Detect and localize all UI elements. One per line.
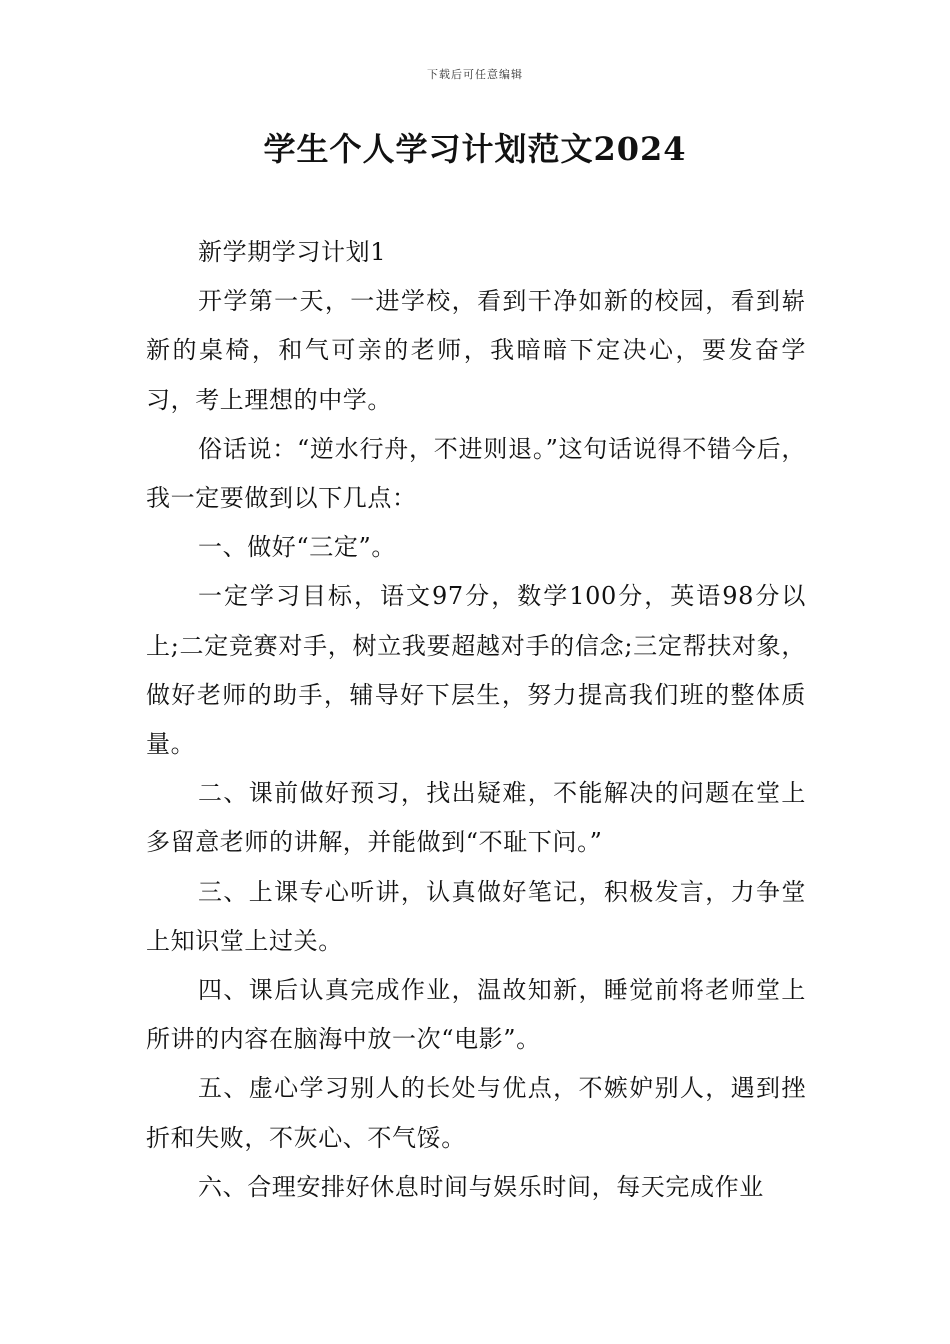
paragraph: 开学第一天，一进学校，看到干净如新的校园，看到崭新的桌椅，和气可亲的老师，我暗暗下定决心，要发奋学习，考上理想的中学。 [146, 287, 806, 414]
paragraph: 五、虚心学习别人的长处与优点，不嫉妒别人，遇到挫折和失败，不灰心、不气馁。 [146, 1074, 806, 1152]
document-body [146, 228, 806, 1212]
paragraph: 三、上课专心听讲，认真做好笔记，积极发言，力争堂上知识堂上过关。 [146, 877, 806, 955]
paragraph: 四、课后认真完成作业，温故知新，睡觉前将老师堂上所讲的内容在脑海中放一次“电影”。 [146, 976, 806, 1054]
paragraph: 二、课前做好预习，找出疑难，不能解决的问题在堂上多留意老师的讲解，并能做到“不耻下问。” [146, 779, 806, 857]
paragraph: 六、合理安排好休息时间与娱乐时间，每天完成作业 [198, 1172, 764, 1201]
document-title: 学生个人学习计划范文2024 [263, 130, 687, 168]
paragraph: 一、做好“三定”。 [198, 533, 396, 562]
paragraph: 俗话说：“逆水行舟，不进则退。”这句话说得不错今后，我一定要做到以下几点： [146, 434, 806, 513]
header-note: 下载后可任意编辑 [427, 68, 523, 81]
paragraph: 一定学习目标，语文97分，数学100分，英语98分以上;二定竞赛对手，树立我要超越对手的信念;三定帮扶对象，做好老师的助手，辅导好下层生，努力提高我们班的整体质量。 [146, 582, 806, 759]
paragraph-section-heading: 新学期学习计划1 [198, 238, 387, 266]
